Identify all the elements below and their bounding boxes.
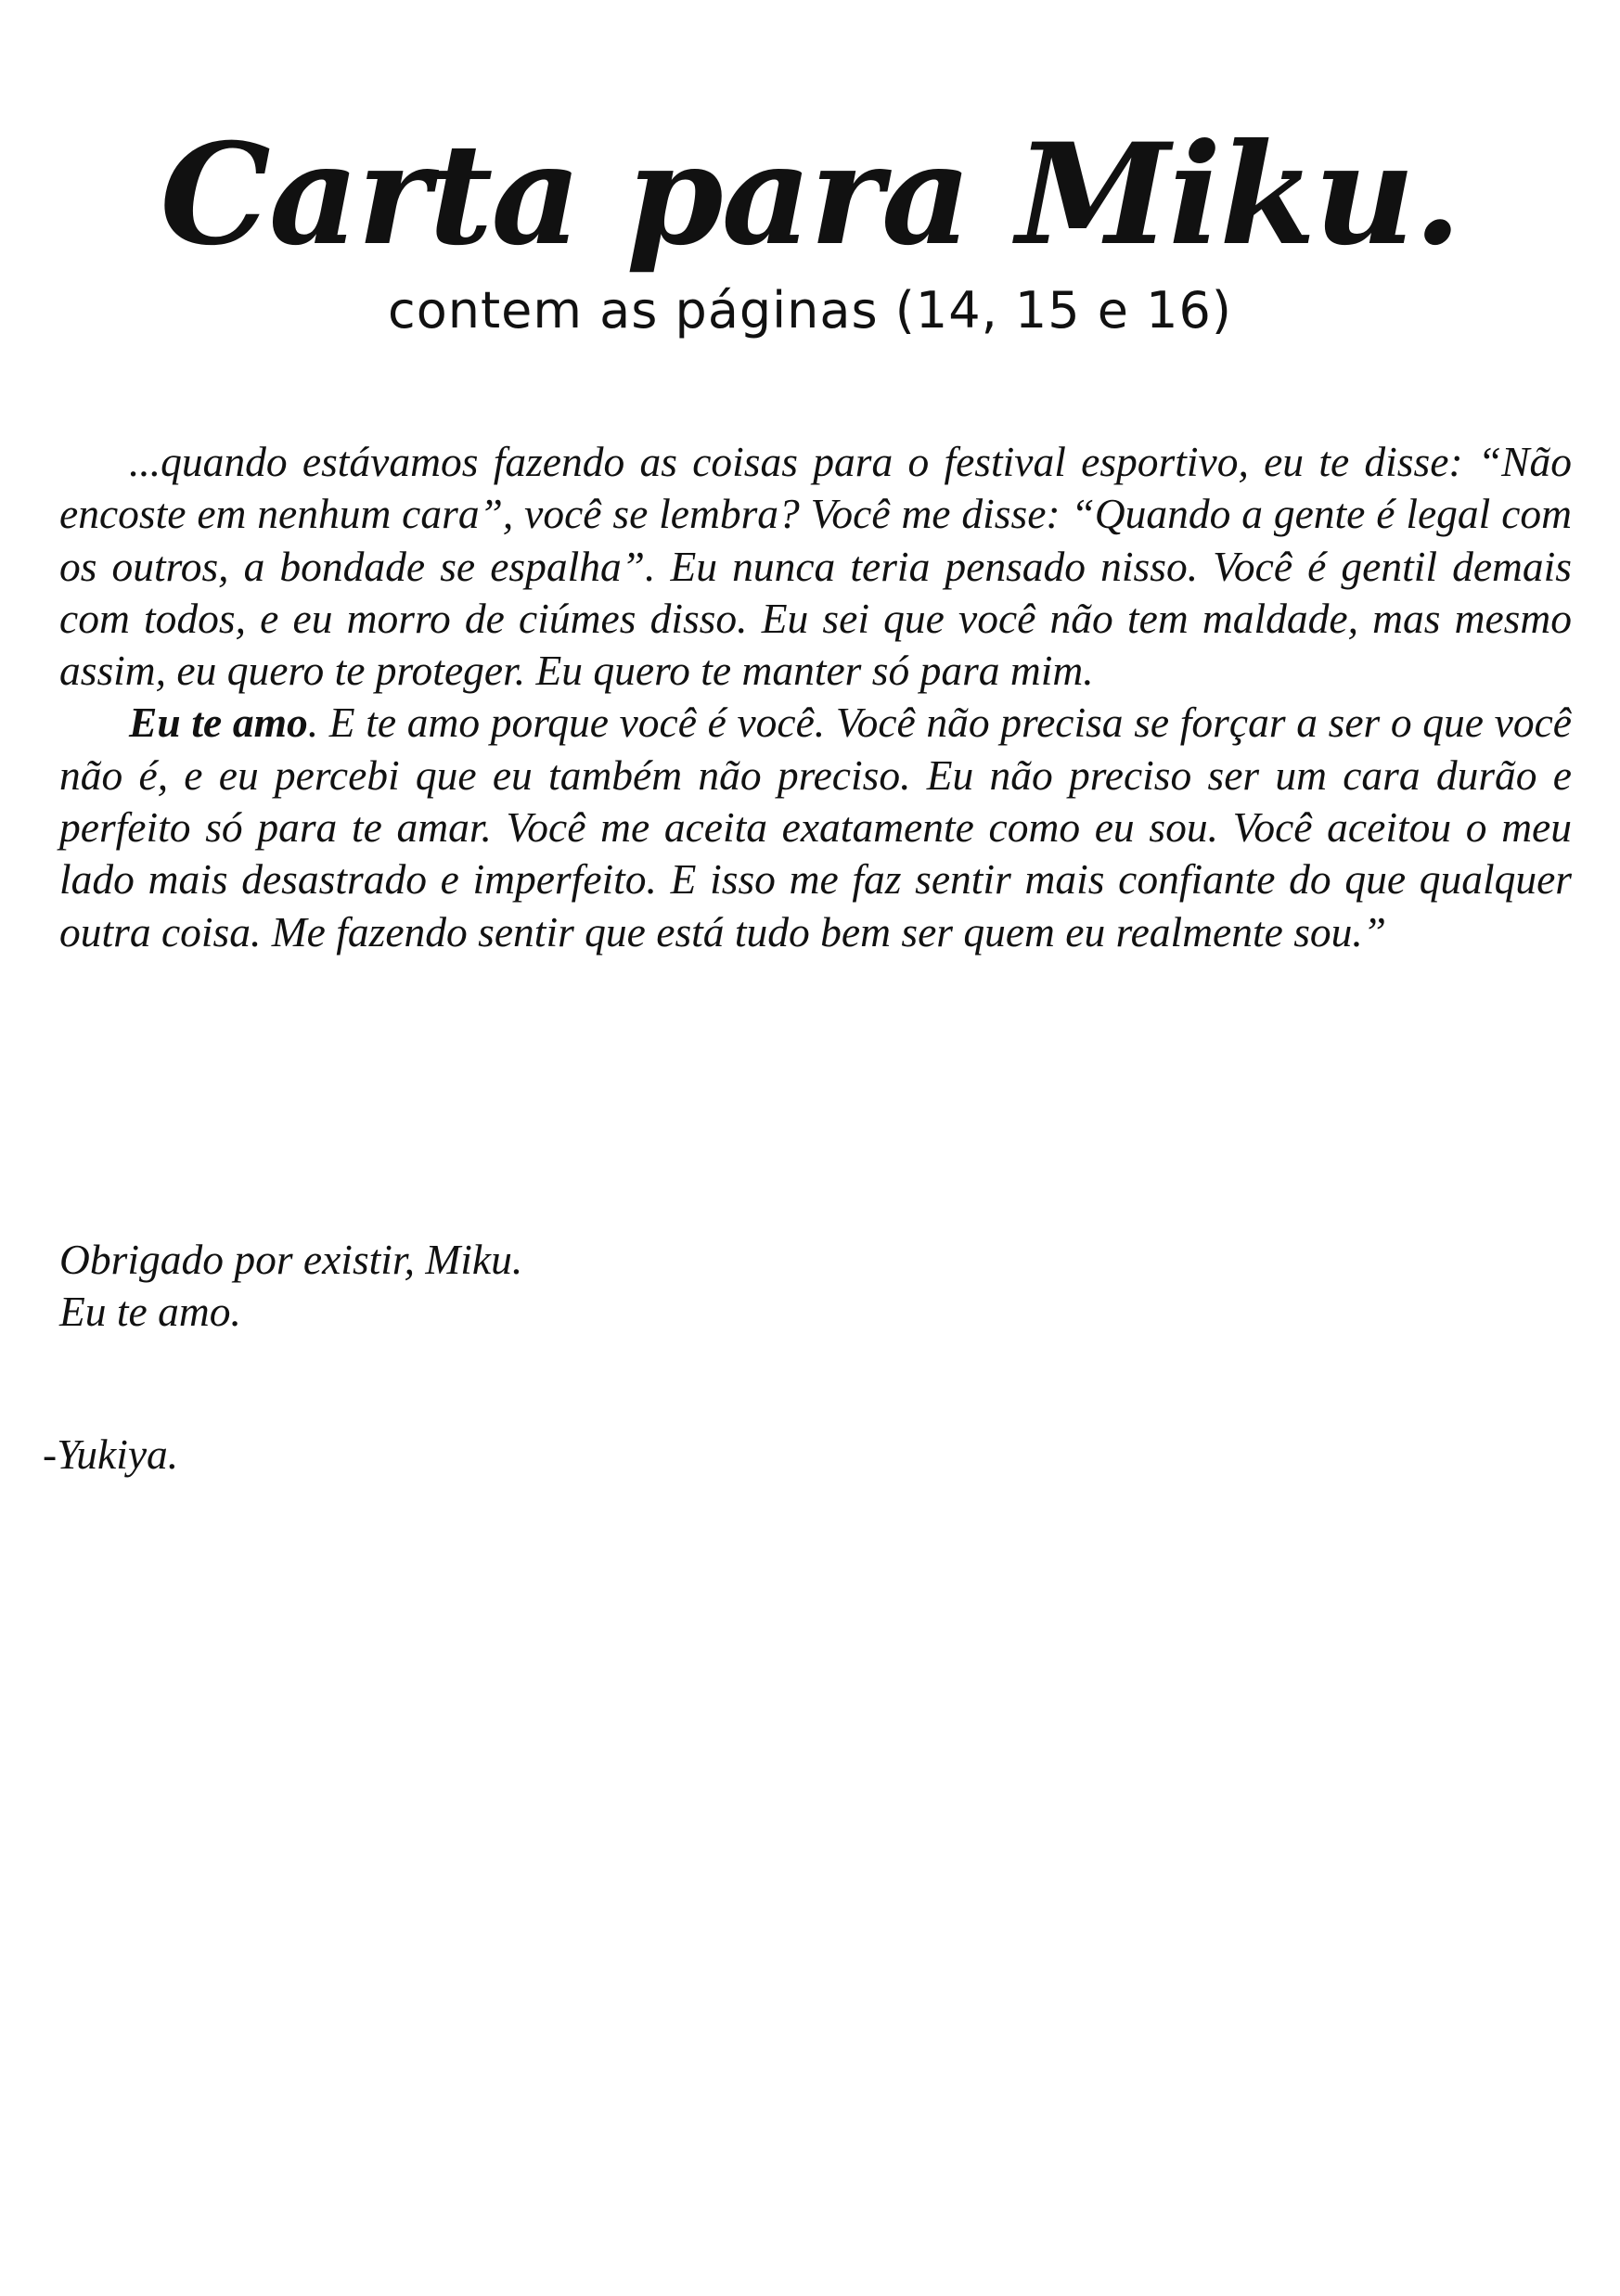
pages-subtitle: contem as páginas (14, 15 e 16) xyxy=(388,281,1232,340)
signature: -Yukiya. xyxy=(43,1430,179,1478)
letter-title: Carta para Miku. xyxy=(160,113,1460,276)
letter-paragraph-1: ...quando estávamos fazendo as coisas para o festival esportivo, eu te disse: “Não encoste em nenhum cara”, você se lembra? Você me disse: “Quando a gente é legal com os outros, a bondade se espalha”. Eu nunca teria pensado nisso. Você é gentil demais com todos, e eu morro de ciúmes disso. Eu sei que você não tem maldade, mas mesmo assim, eu quero te proteger. Eu quero te manter só para mim. xyxy=(59,438,1572,695)
closing-love: Eu te amo. xyxy=(59,1288,241,1335)
closing-thanks: Obrigado por existir, Miku. xyxy=(59,1236,523,1283)
love-emphasis: Eu te amo xyxy=(129,699,308,747)
letter-closing xyxy=(59,1234,1358,1338)
letter-paragraph-2 xyxy=(59,697,1572,957)
letter-body xyxy=(59,436,1572,958)
letter-paragraph-2-text: . E te amo porque você é você. Você não precisa se forçar a ser o que você não é, e eu percebi que eu também não preciso. Eu não preciso ser um cara durão e perfeito só para te amar. Você me aceita exatamente como eu sou. Você aceitou o meu lado mais desastrado e imperfeito. E isso me faz sentir mais confiante do que qualquer outra coisa. Me fazendo sentir que está tudo bem ser quem eu realmente sou.” xyxy=(59,699,1572,956)
